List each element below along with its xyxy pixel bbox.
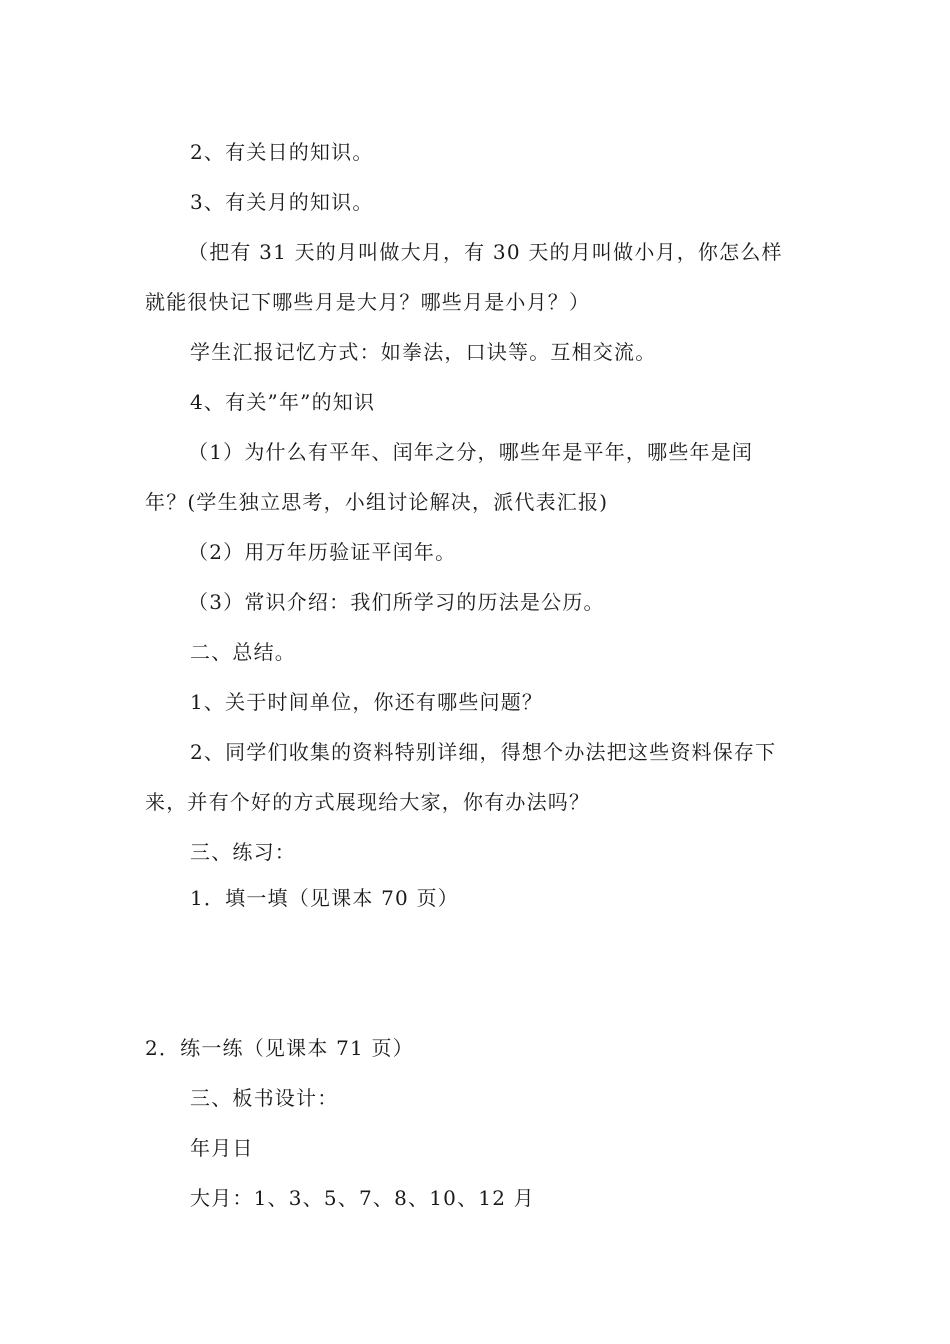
text-line-11: 二、总结。 [190, 640, 296, 664]
text-line-3: （把有 31 天的月叫做大月，有 30 天的月叫做小月，你怎么样 [188, 240, 783, 264]
text-line-15: 三、练习： [190, 840, 296, 864]
text-line-14: 来，并有个好的方式展现给大家，你有办法吗？ [145, 790, 591, 814]
text-line-19: 年月日 [190, 1136, 254, 1160]
text-line-1: 2、有关日的知识。 [190, 140, 374, 164]
text-line-12: 1、关于时间单位，你还有哪些问题？ [190, 690, 544, 714]
text-line-7: （1）为什么有平年、闰年之分，哪些年是平年，哪些年是闰 [188, 440, 754, 464]
text-line-4: 就能很快记下哪些月是大月？哪些月是小月？） [145, 290, 591, 314]
text-line-5: 学生汇报记忆方式：如拳法，口诀等。互相交流。 [190, 340, 657, 364]
text-line-17: 2．练一练（见课本 71 页） [145, 1036, 414, 1060]
text-line-10: （3）常识介绍：我们所学习的历法是公历。 [188, 590, 605, 614]
text-line-20: 大月：1、3、5、7、8、10、12 月 [190, 1186, 535, 1210]
text-line-13: 2、同学们收集的资料特别详细，得想个办法把这些资料保存下 [190, 740, 777, 764]
text-line-16: 1．填一填（见课本 70 页） [190, 886, 459, 910]
text-line-9: （2）用万年历验证平闰年。 [188, 540, 457, 564]
text-line-6: 4、有关”年”的知识 [190, 390, 376, 414]
text-line-8: 年？(学生独立思考，小组讨论解决，派代表汇报) [145, 490, 609, 514]
text-line-2: 3、有关月的知识。 [190, 190, 374, 214]
text-line-18: 三、板书设计： [190, 1086, 339, 1110]
